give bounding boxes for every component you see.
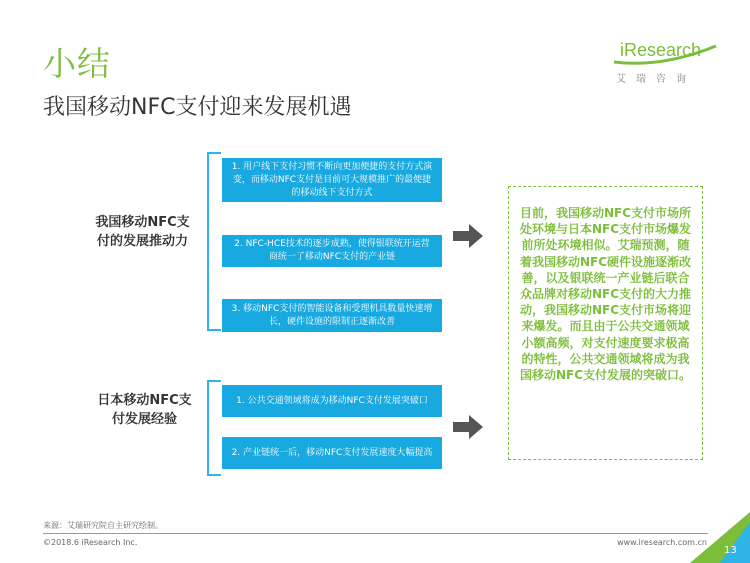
arrow-right-icon (453, 415, 485, 439)
driver-box-1: 1. 用户线下支付习惯不断向更加便捷的支付方式演变，而移动NFC支付是目前可大规模推广的最便捷的移动线下支付方式 (222, 158, 442, 202)
iresearch-logo (612, 38, 722, 88)
arrow-right-icon (453, 224, 485, 248)
logo-subtext: 艾瑞咨询 (616, 74, 696, 85)
experience-bracket (207, 380, 221, 476)
footer-divider (43, 533, 708, 534)
drivers-label: 我国移动NFC支付的发展推动力 (95, 215, 190, 249)
page-number: 13 (724, 545, 737, 556)
page-subtitle: 我国移动NFC支付迎来发展机遇 (43, 95, 352, 120)
website-url: www.iresearch.com.cn (617, 538, 707, 547)
copyright: ©2018.6 iResearch Inc. (43, 538, 138, 547)
drivers-bracket (207, 152, 221, 331)
driver-box-2: 2. NFC-HCE技术的逐步成熟，使得银联统开运营商统一了移动NFC支付的产业链 (222, 235, 442, 267)
driver-box-3: 3. 移动NFC支付的智能设备和受理机具数量快速增长，硬件设施的限制正逐渐改善 (222, 299, 442, 332)
conclusion-text: 目前，我国移动NFC支付市场所处环境与日本NFC支付市场爆发前所处环境相似。艾瑞预测，随着我国移动NFC硬件设施逐渐改善，以及银联统一产业链后联合众品牌对移动NFC支付的大力推动，我国移动NFC支付市场将迎来爆发。而且由于公共交通领域小额高频，对支付速度要求极高的特性，公共交通领域将成为我国移动NFC支付发展的突破口。 (519, 206, 692, 383)
page-title: 小结 (43, 44, 111, 83)
source-note: 来源：艾瑞研究院自主研究绘制。 (43, 521, 163, 530)
experience-label: 日本移动NFC支付发展经验 (97, 393, 192, 427)
experience-box-1: 1. 公共交通领域将成为移动NFC支付发展突破口 (222, 385, 442, 417)
experience-box-2: 2. 产业链统一后，移动NFC支付发展速度大幅提高 (222, 437, 442, 469)
corner-decoration (690, 512, 750, 563)
conclusion-box (508, 186, 703, 460)
logo-text: iResearch (620, 40, 702, 60)
